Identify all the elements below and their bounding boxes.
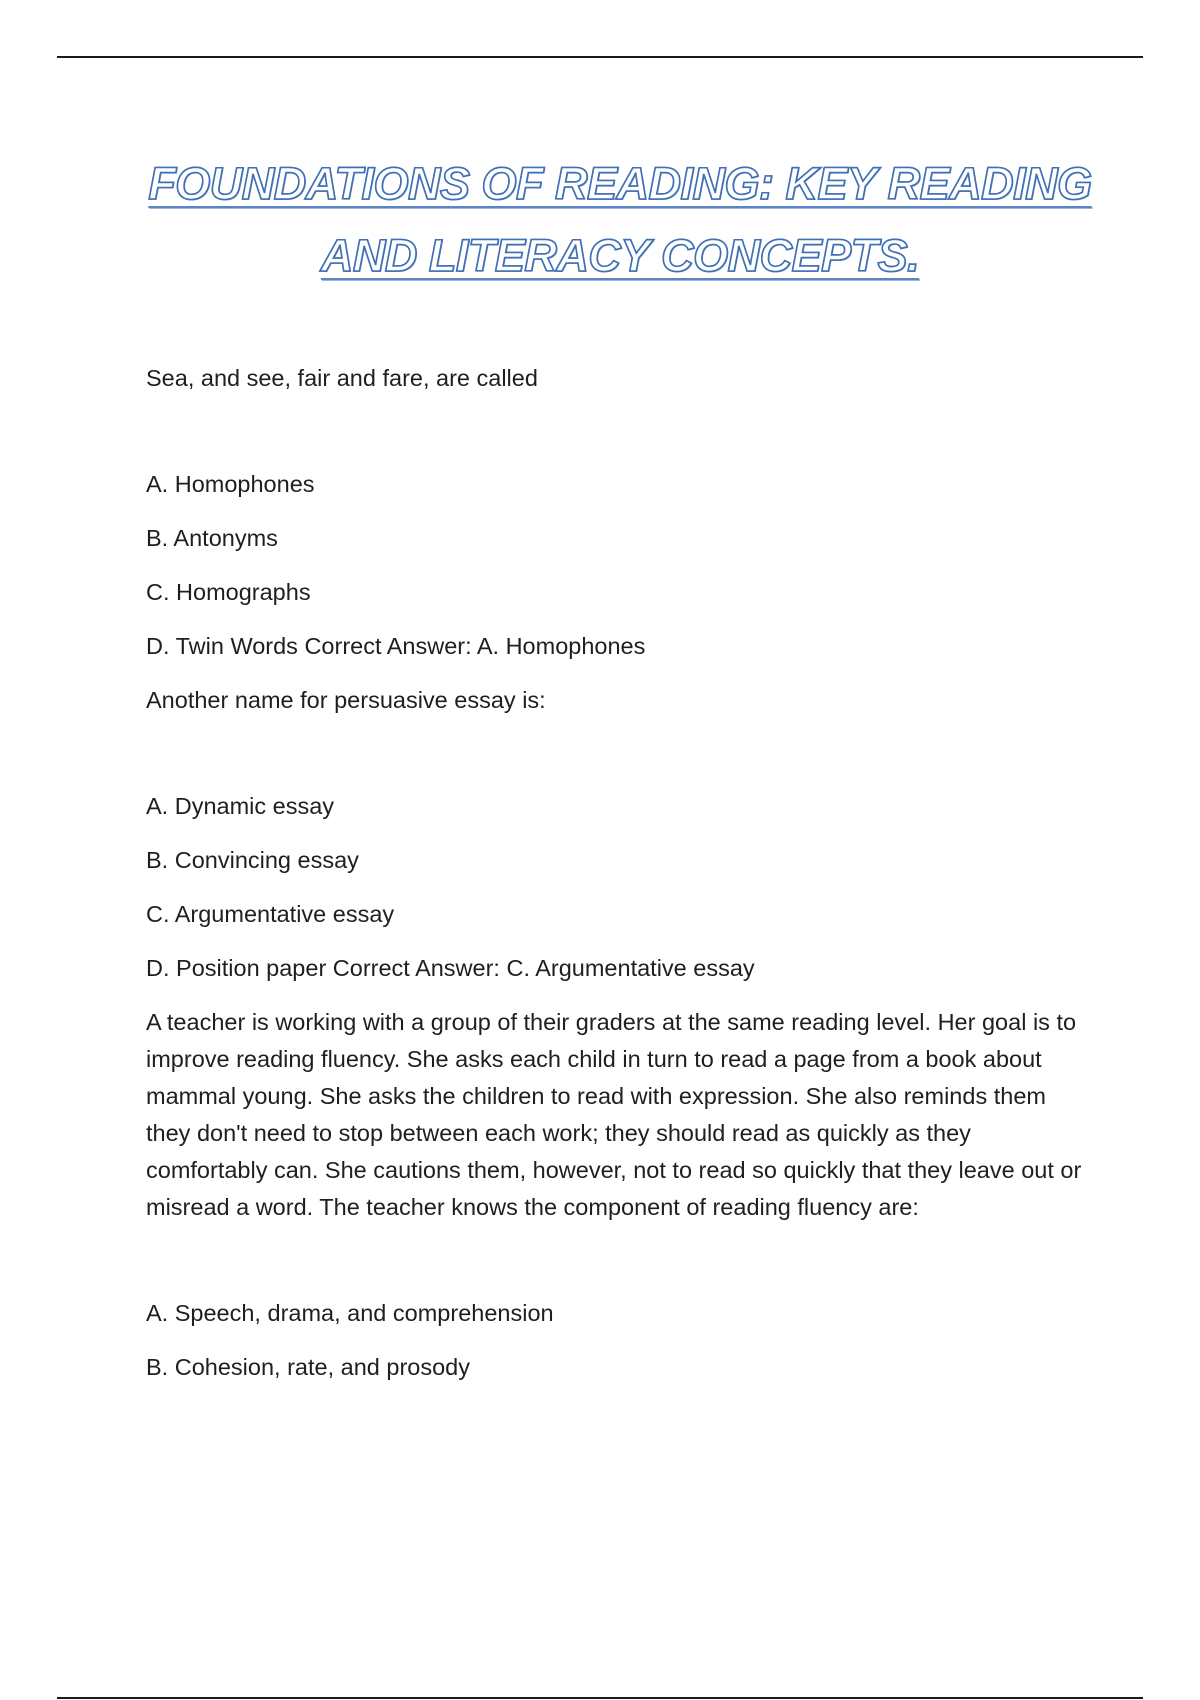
title-line-1: FOUNDATIONS OF READING: KEY READING: [148, 158, 1092, 209]
answer-option: A. Homophones: [146, 471, 315, 497]
answer-option: C. Homographs: [146, 579, 311, 605]
document-title: [100, 148, 1140, 292]
answer-option-with-correct-answer: D. Position paper Correct Answer: C. Argumentative essay: [146, 955, 755, 981]
answer-option: C. Argumentative essay: [146, 901, 395, 927]
answer-option: A. Dynamic essay: [146, 793, 335, 819]
header-rule: [57, 56, 1143, 58]
answer-option: B. Antonyms: [146, 525, 278, 551]
question-list: [146, 360, 1086, 1403]
answer-option-with-correct-answer: D. Twin Words Correct Answer: A. Homophones: [146, 633, 646, 659]
title-line-2: AND LITERACY CONCEPTS.: [320, 230, 920, 281]
footer-rule: [57, 1697, 1143, 1699]
question-prompt: Sea, and see, fair and fare, are called: [146, 365, 538, 391]
answer-option: B. Convincing essay: [146, 847, 359, 873]
question-prompt: Another name for persuasive essay is:: [146, 687, 546, 713]
answer-option: B. Cohesion, rate, and prosody: [146, 1354, 470, 1380]
question-prompt: A teacher is working with a group of their graders at the same reading level. Her goal is to improve reading fluency. She asks each child in turn to read a page from a book about mammal young. She asks the children to read with expression. She also reminds them they don't need to stop between each work; they should read as quickly as they comfortably can. She cautions them, however, not to read so quickly that they leave out or misread a word. The teacher knows the component of reading fluency are:: [146, 1009, 1082, 1220]
answer-option: A. Speech, drama, and comprehension: [146, 1300, 554, 1326]
